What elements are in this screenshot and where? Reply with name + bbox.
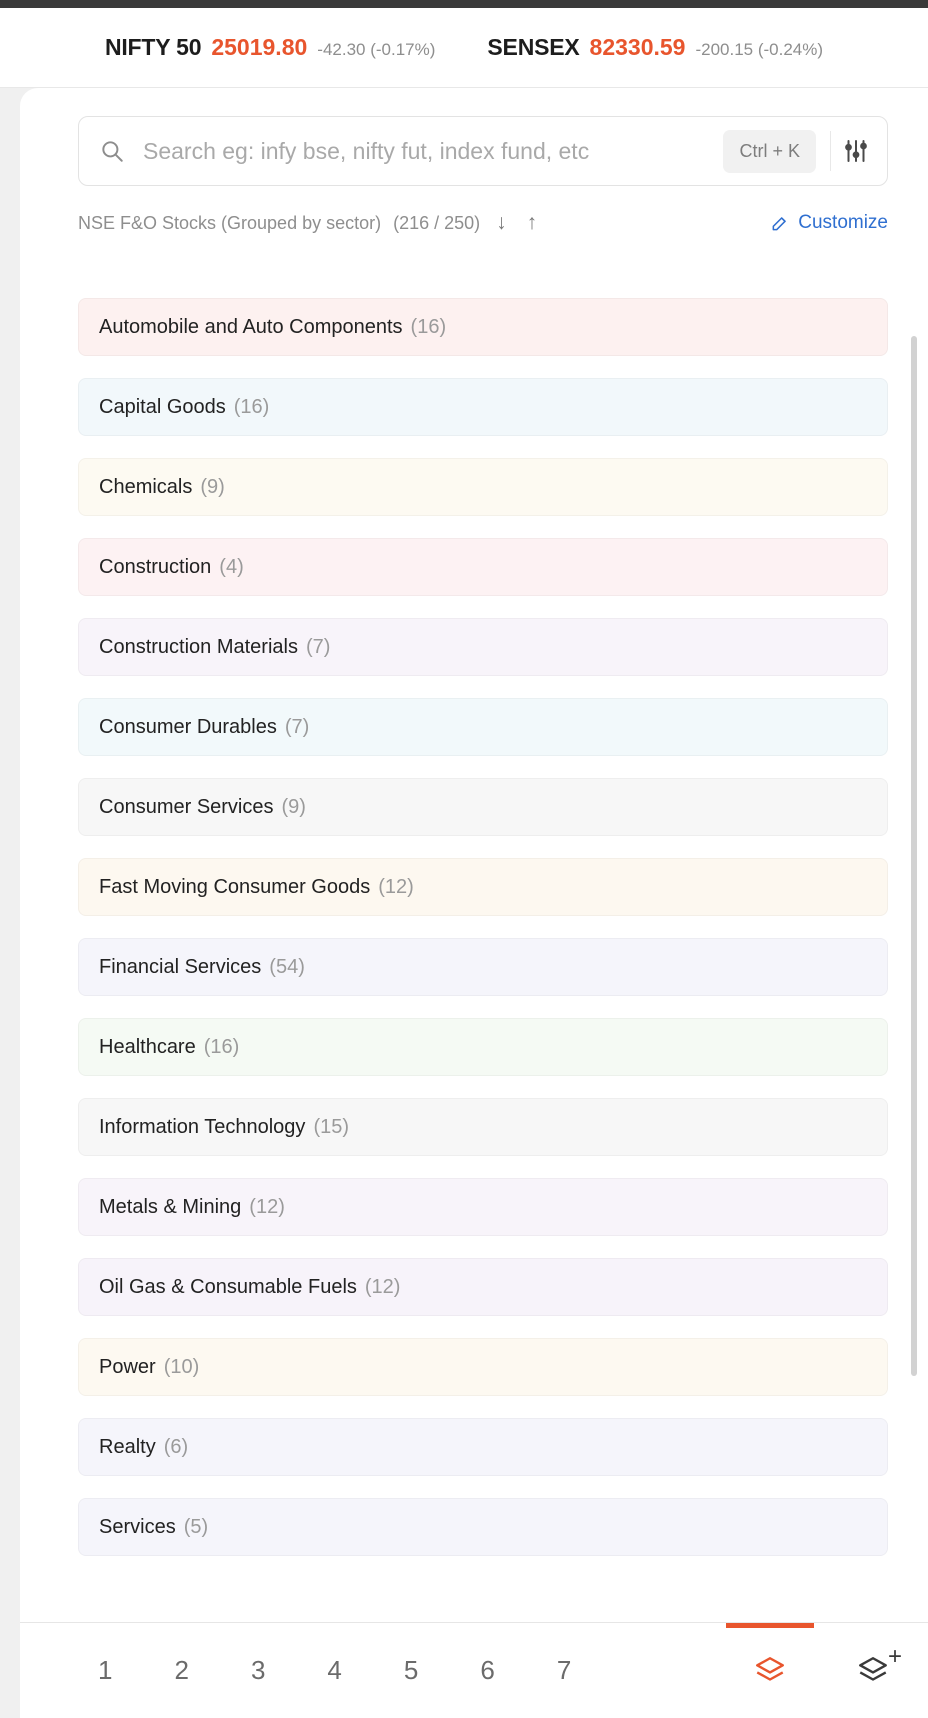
sector-row[interactable] — [78, 1098, 888, 1156]
customize-label: Customize — [798, 212, 888, 233]
sector-name: Healthcare — [99, 1035, 196, 1058]
sector-name: Chemicals — [99, 475, 193, 498]
index-change: -42.30 (-0.17%) — [317, 40, 436, 59]
search-icon — [97, 136, 127, 166]
sector-row[interactable] — [78, 298, 888, 356]
toolbar-divider — [830, 131, 831, 171]
sector-row[interactable] — [78, 378, 888, 436]
sector-name: Construction — [99, 555, 212, 578]
sector-count: (16) — [203, 1035, 240, 1058]
sector-row[interactable] — [78, 698, 888, 756]
status-bar — [0, 0, 928, 8]
sector-name: Financial Services — [99, 955, 262, 978]
sector-row[interactable] — [78, 618, 888, 676]
sector-count: (6) — [163, 1435, 189, 1458]
add-watchlist-button[interactable] — [818, 1623, 928, 1718]
sector-count: (9) — [281, 795, 306, 818]
left-gutter — [0, 176, 20, 1718]
sort-descending-button[interactable]: ↓ — [496, 211, 507, 234]
watchlist-tab-2[interactable]: 2 — [174, 1655, 189, 1685]
index-name: SENSEX — [487, 34, 580, 60]
sector-count: (7) — [284, 715, 310, 738]
sector-row[interactable] — [78, 778, 888, 836]
sector-count: (5) — [183, 1515, 209, 1538]
sector-row[interactable] — [78, 938, 888, 996]
plus-icon: + — [887, 1642, 902, 1670]
sector-name: Fast Moving Consumer Goods — [99, 875, 371, 898]
index-change: -200.15 (-0.24%) — [695, 40, 824, 59]
index-sensex[interactable] — [487, 34, 823, 61]
watchlist-tab-4[interactable]: 4 — [327, 1655, 342, 1685]
sector-count: (7) — [305, 635, 331, 658]
sector-name: Consumer Services — [99, 795, 274, 818]
sector-name: Power — [99, 1355, 156, 1378]
sector-count: (16) — [410, 315, 447, 338]
sector-name: Realty — [99, 1435, 156, 1458]
sector-name: Automobile and Auto Components — [99, 315, 403, 338]
sector-count: (54) — [269, 955, 305, 978]
sector-row[interactable] — [78, 1498, 888, 1556]
sector-list[interactable] — [20, 298, 928, 1622]
sector-row[interactable] — [78, 1178, 888, 1236]
sector-count: (12) — [378, 875, 414, 898]
sector-count: (10) — [163, 1355, 200, 1378]
sector-row[interactable] — [78, 458, 888, 516]
filter-icon[interactable] — [839, 134, 873, 168]
sector-count: (12) — [364, 1275, 401, 1298]
sector-name: Capital Goods — [99, 395, 226, 418]
sector-row[interactable] — [78, 1258, 888, 1316]
watchlist-tab-5[interactable]: 5 — [403, 1655, 419, 1685]
list-meta-row — [78, 208, 888, 238]
sector-name: Services — [99, 1515, 176, 1538]
sector-row[interactable] — [78, 1418, 888, 1476]
sector-name: Construction Materials — [99, 635, 298, 658]
index-ticker — [0, 8, 928, 88]
list-count: (216 / 250) — [393, 212, 481, 233]
index-nifty50[interactable] — [105, 34, 435, 61]
watchlist-tab-7[interactable]: 7 — [556, 1655, 572, 1685]
sector-count: (16) — [233, 395, 270, 418]
watchlist-tab-1[interactable]: 1 — [98, 1655, 113, 1685]
index-name: NIFTY 50 — [104, 34, 202, 60]
scrollbar-thumb[interactable] — [911, 336, 917, 1376]
sector-name: Information Technology — [99, 1115, 306, 1138]
list-scrollbar[interactable] — [911, 336, 917, 1524]
watchlist-tabs[interactable] — [20, 1655, 722, 1686]
list-group-label: NSE F&O Stocks (Grouped by sector) — [78, 212, 382, 233]
sector-count: (4) — [219, 555, 244, 578]
sector-name: Consumer Durables — [99, 715, 277, 738]
sector-count: (15) — [313, 1115, 350, 1138]
bottom-nav — [20, 1622, 928, 1718]
watchlist-tab-3[interactable]: 3 — [250, 1655, 266, 1685]
customize-button[interactable] — [770, 212, 888, 234]
search-bar[interactable] — [78, 116, 888, 186]
sector-row[interactable] — [78, 538, 888, 596]
pencil-icon — [770, 213, 790, 233]
index-value: 82330.59 — [589, 34, 686, 60]
nav-layers-active[interactable] — [722, 1623, 818, 1718]
sector-count: (9) — [200, 475, 225, 498]
sector-row[interactable] — [78, 1018, 888, 1076]
index-value: 25019.80 — [211, 34, 308, 60]
search-input[interactable] — [127, 138, 723, 165]
sort-ascending-button[interactable]: ↑ — [526, 211, 538, 234]
watchlist-tab-6[interactable]: 6 — [480, 1655, 495, 1685]
sector-row[interactable] — [78, 858, 888, 916]
content-area — [0, 88, 928, 1718]
search-shortcut-badge: Ctrl + K — [723, 130, 816, 173]
sector-name: Metals & Mining — [99, 1195, 242, 1218]
sector-row[interactable] — [78, 1338, 888, 1396]
sector-name: Oil Gas & Consumable Fuels — [99, 1275, 357, 1298]
sector-count: (12) — [249, 1195, 285, 1218]
watchlist-card — [20, 88, 928, 1718]
